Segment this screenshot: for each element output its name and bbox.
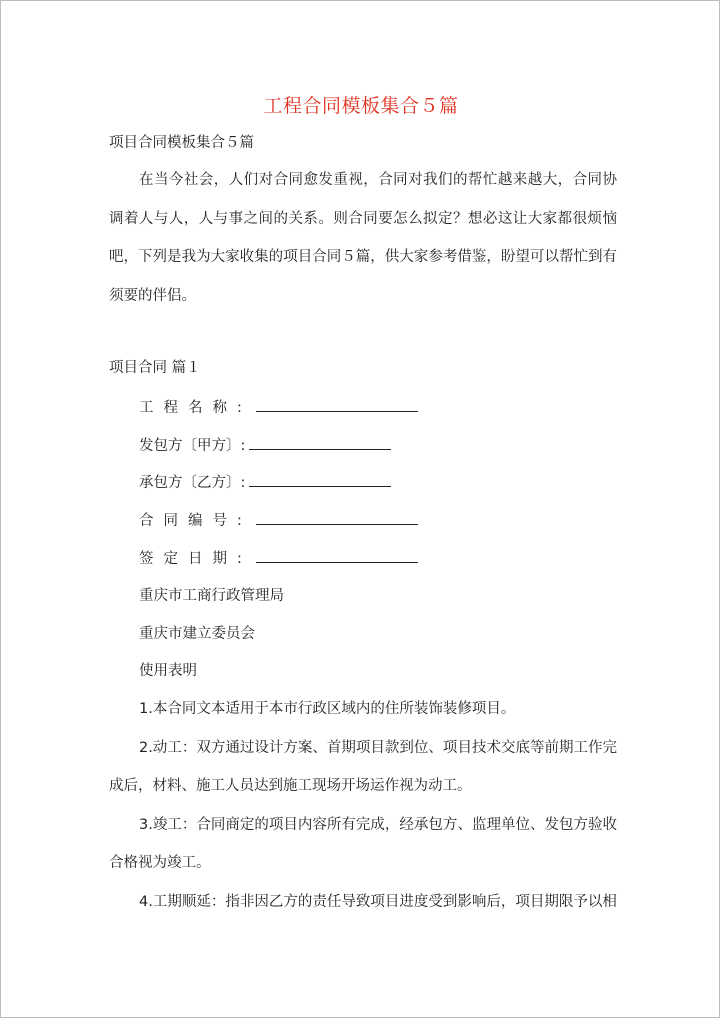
field-label: 工程名称: [139,400,252,416]
intro-paragraph [109,161,617,315]
section-heading: 项目合同 篇１ [109,360,201,376]
field-label: 合同编号: [139,513,252,529]
field-blank-line [256,548,418,563]
usage-heading: 使用表明 [139,663,197,679]
field-blank-line [249,472,391,487]
document-title: 工程合同模板集合５篇 [263,95,459,117]
intro-text: 在当今社会，人们对合同愈发重视，合同对我们的帮忙越来越大，合同协调着人与人，人与事之间的关系。则合同要怎么拟定？想必这让大家都很烦恼吧，下列是我为大家收集的项目合同５篇，供大家参考借鉴，盼望可以帮忙到有须要的伴侣。 [109,172,617,304]
field-blank-line [256,510,418,525]
field-party-b [139,472,391,493]
usage-item: 3.竣工：合同商定的项目内容所有完成，经承包方、监理单位、发包方验收合格视为竣工。 [109,816,617,871]
field-blank-line [256,397,418,412]
field-blank-line [249,435,391,450]
field-contract-number [139,510,418,531]
usage-item: 1.本合同文本适用于本市行政区域内的住所装饰装修项目。 [139,701,516,717]
document-subtitle: 项目合同模板集合５篇 [109,135,254,151]
field-signing-date [139,548,418,569]
field-label: 承包方〔乙方〕: [139,475,246,491]
org-commerce-bureau: 重庆市工商行政管理局 [139,588,284,604]
usage-item: 2.动工：双方通过设计方案、首期项目款到位、项目技术交底等前期工作完成后，材料、施工人员达到施工现场开场运作视为动工。 [109,739,617,794]
org-construction-committee: 重庆市建立委员会 [139,626,255,642]
field-label: 签定日期: [139,551,252,567]
usage-item: 4.工期顺延：指非因乙方的责任导致项目进度受到影响后，项目期限予以相 [139,893,617,910]
usage-items [109,690,617,921]
field-label: 发包方〔甲方〕: [139,438,246,454]
field-project-name [139,397,418,418]
field-party-a [139,435,391,456]
